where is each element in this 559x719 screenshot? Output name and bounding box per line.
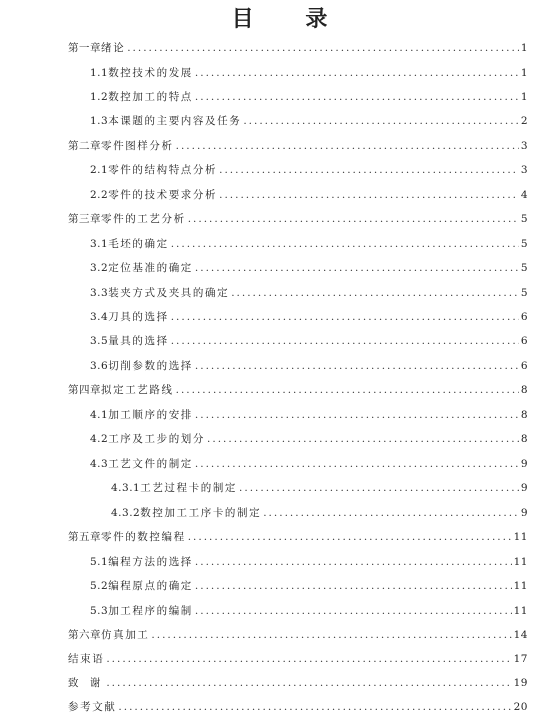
dot-leader xyxy=(195,457,519,471)
dot-leader xyxy=(195,261,519,275)
toc-entry[interactable] xyxy=(90,286,528,300)
entry-page: 6 xyxy=(520,335,528,347)
dot-leader xyxy=(207,432,519,446)
entry-number: 4.3.2 xyxy=(111,507,141,519)
toc-entry[interactable] xyxy=(90,579,528,593)
dot-leader xyxy=(195,555,512,569)
entry-number: 3.5 xyxy=(90,335,109,347)
entry-label: 切削参数的选择 xyxy=(108,360,193,372)
toc-entry[interactable] xyxy=(90,432,528,446)
entry-page: 14 xyxy=(513,629,528,641)
toc-entry[interactable] xyxy=(90,66,528,80)
entry-number: 第一章 xyxy=(68,42,101,54)
entry-page: 6 xyxy=(520,360,528,372)
entry-label: 刀具的选择 xyxy=(108,311,169,323)
toc-entry[interactable] xyxy=(90,237,528,251)
entry-page: 8 xyxy=(520,384,528,396)
entry-number: 4.3 xyxy=(90,458,109,470)
entry-number: 第六章 xyxy=(68,629,101,641)
entry-label: 加工顺序的安排 xyxy=(108,409,193,421)
entry-label: 零件的技术要求分析 xyxy=(108,189,218,201)
toc-entry[interactable] xyxy=(90,90,528,104)
dot-leader xyxy=(195,359,519,373)
entry-number: 2.2 xyxy=(90,189,109,201)
toc-entry[interactable] xyxy=(90,604,528,618)
entry-label: 工艺过程卡的制定 xyxy=(140,482,238,494)
dot-leader xyxy=(171,334,519,348)
dot-leader xyxy=(188,530,512,544)
toc-entry[interactable] xyxy=(90,408,528,422)
entry-label: 装夹方式及夹具的确定 xyxy=(108,287,230,299)
toc-title: 目 录 xyxy=(231,7,350,32)
entry-page: 11 xyxy=(513,556,528,568)
toc-entry[interactable] xyxy=(68,700,528,714)
entry-label: 数控加工的特点 xyxy=(108,91,193,103)
toc-entry[interactable] xyxy=(90,188,528,202)
entry-number: 1.3 xyxy=(90,115,109,127)
entry-page: 11 xyxy=(513,605,528,617)
entry-label: 本课题的主要内容及任务 xyxy=(108,115,242,127)
dot-leader xyxy=(188,212,519,226)
toc-entry[interactable] xyxy=(90,261,528,275)
entry-label: 参考文献 xyxy=(68,701,117,713)
entry-number: 3.1 xyxy=(90,238,109,250)
entry-page: 8 xyxy=(520,409,528,421)
dot-leader xyxy=(231,286,519,300)
entry-label: 致 谢 xyxy=(68,677,105,689)
entry-number: 5.3 xyxy=(90,605,109,617)
toc-entry[interactable] xyxy=(68,41,528,55)
entry-number: 1.2 xyxy=(90,91,109,103)
entry-number: 3.4 xyxy=(90,311,109,323)
dot-leader xyxy=(195,408,519,422)
entry-page: 11 xyxy=(513,531,528,543)
entry-page: 2 xyxy=(520,115,528,127)
entry-label: 结束语 xyxy=(68,653,105,665)
toc-entry[interactable] xyxy=(90,457,528,471)
toc-entry[interactable] xyxy=(68,652,528,666)
toc-entry[interactable] xyxy=(90,310,528,324)
dot-leader xyxy=(219,188,519,202)
entry-label: 零件的数控编程 xyxy=(101,531,186,543)
entry-number: 1.1 xyxy=(90,67,109,79)
entry-page: 5 xyxy=(520,287,528,299)
entry-number: 4.1 xyxy=(90,409,109,421)
entry-page: 20 xyxy=(513,701,528,713)
entry-number: 4.2 xyxy=(90,433,109,445)
entry-page: 5 xyxy=(520,238,528,250)
entry-label: 定位基准的确定 xyxy=(108,262,193,274)
entry-page: 17 xyxy=(513,653,528,665)
dot-leader xyxy=(151,628,511,642)
entry-number: 第三章 xyxy=(68,213,101,225)
entry-page: 11 xyxy=(513,580,528,592)
entry-number: 第四章 xyxy=(68,384,101,396)
entry-label: 绪论 xyxy=(101,42,126,54)
dot-leader xyxy=(127,41,519,55)
entry-label: 工序及工步的划分 xyxy=(108,433,206,445)
dot-leader xyxy=(243,114,519,128)
entry-number: 2.1 xyxy=(90,164,109,176)
entry-label: 数控技术的发展 xyxy=(108,67,193,79)
toc-entry[interactable] xyxy=(90,114,528,128)
dot-leader xyxy=(171,237,519,251)
entry-number: 5.1 xyxy=(90,556,109,568)
dot-leader xyxy=(106,652,511,666)
toc-entry[interactable] xyxy=(68,383,528,397)
entry-page: 9 xyxy=(520,458,528,470)
dot-leader xyxy=(195,604,512,618)
entry-page: 1 xyxy=(520,42,528,54)
entry-label: 零件的工艺分析 xyxy=(101,213,186,225)
entry-label: 工艺文件的制定 xyxy=(108,458,193,470)
entry-page: 19 xyxy=(513,677,528,689)
dot-leader xyxy=(106,676,511,690)
entry-number: 3.6 xyxy=(90,360,109,372)
entry-page: 3 xyxy=(520,140,528,152)
toc-entry[interactable] xyxy=(90,359,528,373)
entry-page: 4 xyxy=(520,189,528,201)
entry-label: 编程方法的选择 xyxy=(108,556,193,568)
entry-number: 3.2 xyxy=(90,262,109,274)
entry-page: 9 xyxy=(520,482,528,494)
toc-entry[interactable] xyxy=(68,628,528,642)
entry-page: 1 xyxy=(520,91,528,103)
dot-leader xyxy=(195,90,519,104)
entry-number: 第五章 xyxy=(68,531,101,543)
entry-number: 5.2 xyxy=(90,580,109,592)
dot-leader xyxy=(118,700,511,714)
entry-label: 毛坯的确定 xyxy=(108,238,169,250)
toc-entry[interactable] xyxy=(90,555,528,569)
dot-leader xyxy=(219,163,519,177)
entry-label: 加工程序的编制 xyxy=(108,605,193,617)
entry-page: 5 xyxy=(520,262,528,274)
entry-page: 1 xyxy=(520,67,528,79)
toc-entry[interactable] xyxy=(68,530,528,544)
entry-page: 6 xyxy=(520,311,528,323)
dot-leader xyxy=(171,310,519,324)
entry-label: 零件图样分析 xyxy=(101,140,174,152)
toc-entry[interactable] xyxy=(68,139,528,153)
entry-label: 零件的结构特点分析 xyxy=(108,164,218,176)
dot-leader xyxy=(176,383,519,397)
entry-number: 3.3 xyxy=(90,287,109,299)
dot-leader xyxy=(195,579,512,593)
toc-entry[interactable] xyxy=(68,212,528,226)
toc-entry[interactable] xyxy=(111,506,528,520)
toc-entry[interactable] xyxy=(68,676,528,690)
entry-label: 仿真加工 xyxy=(101,629,150,641)
toc-entry[interactable] xyxy=(111,481,528,495)
entry-label: 拟定工艺路线 xyxy=(101,384,174,396)
entry-number: 第二章 xyxy=(68,140,101,152)
dot-leader xyxy=(195,66,519,80)
entry-number: 4.3.1 xyxy=(111,482,141,494)
toc-entry[interactable] xyxy=(90,334,528,348)
dot-leader xyxy=(239,481,519,495)
toc-entry[interactable] xyxy=(90,163,528,177)
dot-leader xyxy=(176,139,519,153)
entry-label: 量具的选择 xyxy=(108,335,169,347)
entry-page: 3 xyxy=(520,164,528,176)
dot-leader xyxy=(263,506,519,520)
entry-label: 数控加工工序卡的制定 xyxy=(140,507,262,519)
entry-page: 8 xyxy=(520,433,528,445)
entry-label: 编程原点的确定 xyxy=(108,580,193,592)
entry-page: 9 xyxy=(520,507,528,519)
entry-page: 5 xyxy=(520,213,528,225)
